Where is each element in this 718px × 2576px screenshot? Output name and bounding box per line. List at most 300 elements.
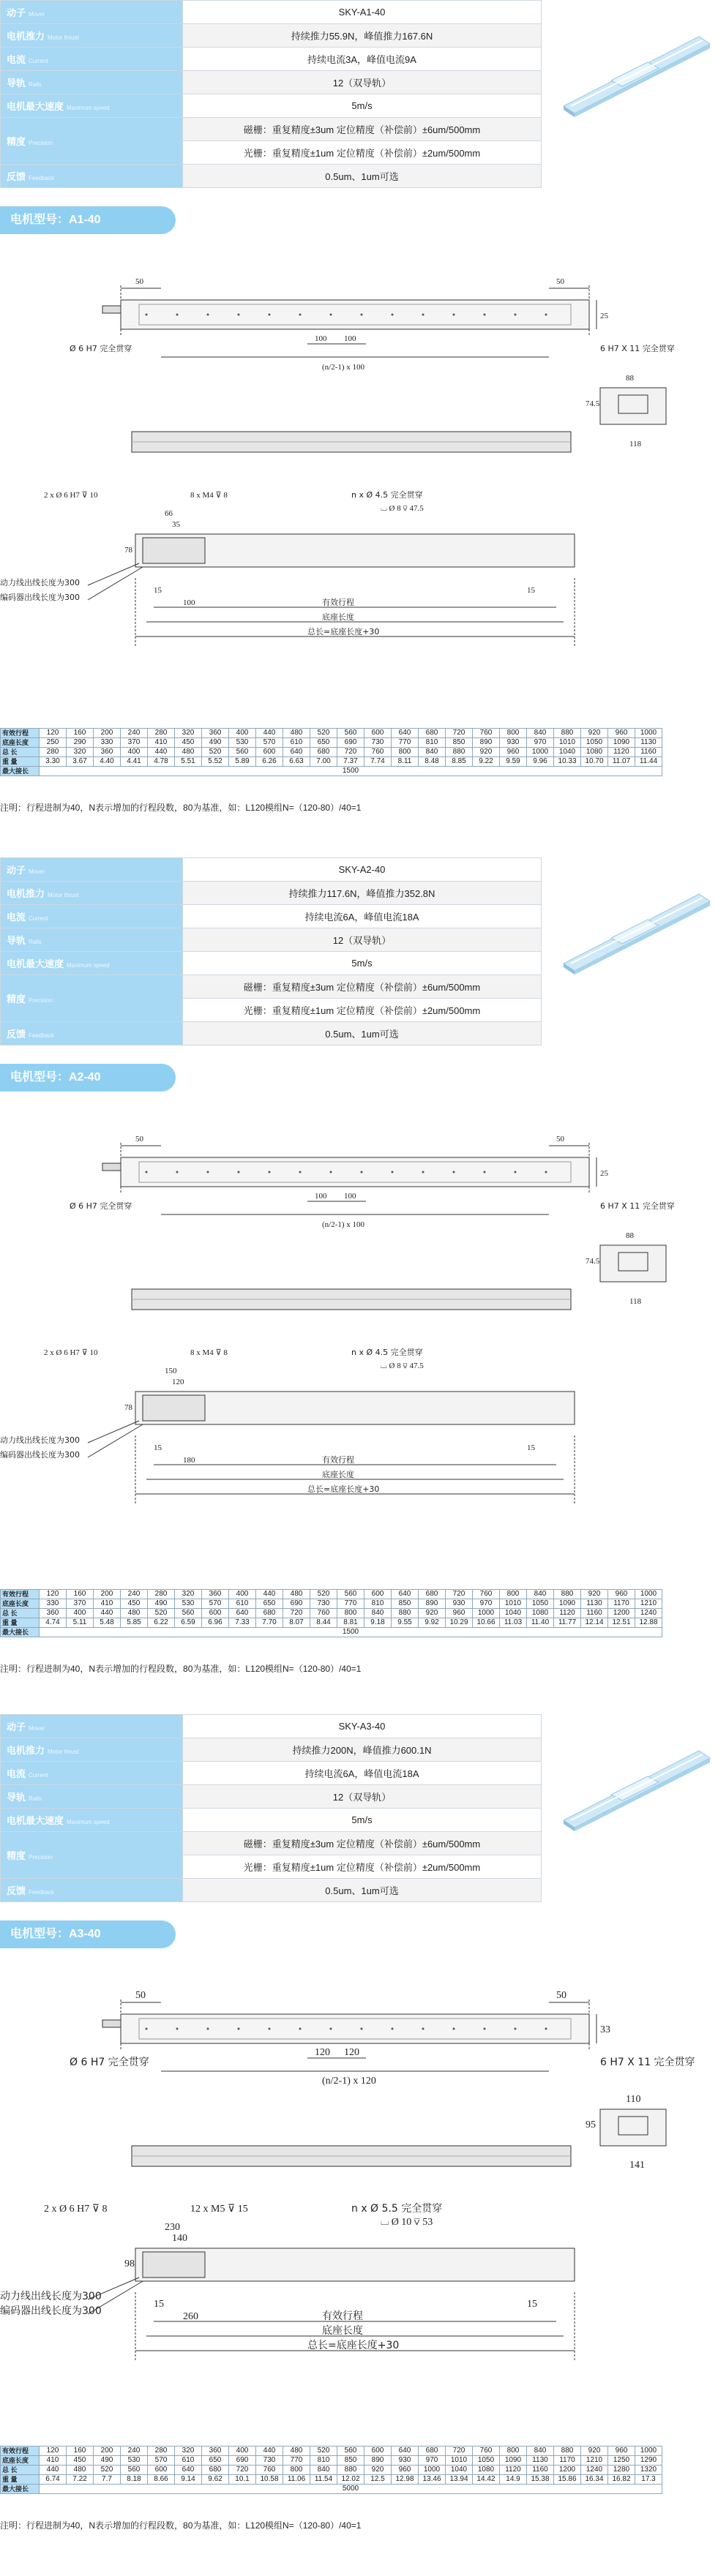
spec-label [1,118,183,165]
stroke-cell: 960 [500,748,527,757]
stroke-cell: 200 [94,729,121,738]
stroke-cell: 880 [392,1609,419,1618]
mover-block [143,2252,205,2278]
cable-connector [102,306,121,313]
dimension-drawing [0,1099,718,1523]
stroke-cell: 880 [554,729,581,738]
spec-table [0,857,542,1045]
stroke-cell: 1010 [500,1599,527,1609]
spec-label-cn: 电机推力 [7,888,45,899]
stroke-row-header: 最大接长 [1,1628,40,1637]
stroke-cell: 480 [283,729,310,738]
spec-label-cn: 反馈 [7,1029,26,1040]
stroke-cell: 330 [40,1599,67,1609]
counterbore-callout: ⌴ Ø 8 ⊽ 47.5 [381,1362,424,1370]
spec-row-precision [1,975,542,999]
stroke-cell: 1170 [608,1599,635,1609]
stroke-cell: 1290 [635,2456,662,2466]
stroke-cell: 490 [202,738,229,748]
mover-block [143,1395,205,1421]
stroke-cell: 810 [310,2456,337,2466]
stroke-cell: 440 [256,729,283,738]
spec-label [1,952,183,975]
spec-label-en: Mover [29,11,45,18]
dim-pitch-a: 120 [315,2047,330,2058]
counterbore-callout: ⌴ Ø 8 ⊽ 47.5 [381,504,424,513]
spec-label-en: Maximum speed [67,962,110,969]
model-tag: 电机型号：A3-40 [0,1920,176,1948]
stroke-row-weight [1,757,662,767]
stroke-cell: 960 [446,1609,473,1618]
stroke-cell: 450 [67,2456,94,2466]
stroke-cell: 680 [419,729,446,738]
spec-value-force: 持续推力200N，峰值推力600.1N [183,1738,542,1762]
mount-hole [146,314,148,316]
stroke-cell: 160 [67,2447,94,2456]
stroke-cell: 120 [40,2447,67,2456]
spec-row-precision [1,118,542,141]
spec-row-precision [1,1832,542,1855]
stroke-row-base [1,1599,662,1609]
stroke-cell: 320 [67,748,94,757]
hole-callout-right: 6 H7 X 11 完全贯穿 [600,1201,675,1211]
stroke-cell: 530 [229,738,256,748]
spec-label-en: Precision [29,997,53,1004]
stroke-cell: 440 [40,2466,67,2475]
mount-hole [269,2028,271,2030]
stroke-cell: 1090 [608,738,635,748]
stroke-cell: 9.59 [500,757,527,767]
hole-callout-right: 6 H7 X 11 完全贯穿 [600,344,675,353]
spec-label-cn: 电流 [7,54,26,65]
stroke-cell: 600 [148,2466,175,2475]
stroke-cell: 720 [283,1609,310,1618]
stroke-cell: 730 [310,1599,337,1609]
spec-row-speed [1,952,542,975]
stroke-row-header: 底座长度 [1,738,40,748]
stroke-cell: 840 [527,729,554,738]
stroke-cell: 8.81 [337,1618,364,1628]
spec-label-cn: 电机最大速度 [7,1815,64,1826]
spec-label [1,1762,183,1785]
mount-hole [238,314,240,316]
stroke-cell: 570 [148,2456,175,2466]
mount-hole [453,314,455,316]
stroke-cell: 360 [202,2447,229,2456]
dim-pitch-a: 100 [315,334,327,343]
stroke-cell: 1160 [581,1609,608,1618]
stroke-cell: 7.33 [229,1618,256,1628]
mount-hole [361,2028,363,2030]
stroke-cell: 800 [500,2447,527,2456]
spec-label [1,858,183,882]
stroke-cell: 840 [527,2447,554,2456]
stroke-cell: 120 [40,1590,67,1599]
spec-label [1,1879,183,1902]
spec-label-cn: 动子 [7,7,26,18]
stroke-cell: 13.94 [446,2475,473,2485]
stroke-cell: 1170 [554,2456,581,2466]
stroke-row-total [1,748,662,757]
stroke-cell: 450 [175,738,202,748]
stroke-cell: 570 [202,1599,229,1609]
dim-pitch-a: 100 [315,1192,327,1201]
spec-label-cn: 精度 [7,994,26,1005]
stroke-cell: 560 [175,1609,202,1618]
hole-callout-left: Ø 6 H7 完全贯穿 [70,1201,132,1211]
stroke-row-travel [1,2447,662,2456]
spec-row-current [1,1762,542,1785]
dim-end-overall: 118 [629,440,642,448]
stroke-cell: 520 [310,1590,337,1599]
spec-label [1,882,183,905]
stroke-cell: 4.40 [94,757,121,767]
stroke-cell: 6.26 [256,757,283,767]
spec-label-cn: 电机最大速度 [7,958,64,969]
stroke-cell: 600 [364,729,392,738]
spec-label-en: Current [29,58,48,64]
stroke-cell: 640 [283,748,310,757]
dim-base-length: 底座长度 [322,1470,354,1479]
stroke-cell: 5.51 [175,757,202,767]
encoder-cable-note: 编码器出线长度为300 [0,2305,102,2317]
stroke-cell: 920 [419,1609,446,1618]
spec-row-mover [1,1715,542,1738]
mount-hole [422,314,425,316]
mount-hole [545,1171,547,1174]
cable-connector [102,2020,121,2027]
stroke-row-header: 最大接长 [1,767,40,776]
stroke-cell: 5.52 [202,757,229,767]
stroke-cell: 720 [337,748,364,757]
stroke-row-header: 总 长 [1,1609,40,1618]
stroke-cell: 400 [121,748,148,757]
end-view [600,388,666,424]
stroke-cell-max: 1500 [40,1628,662,1637]
dimension-drawing [0,241,718,666]
stroke-row-travel [1,1590,662,1599]
mount-hole [545,2028,547,2030]
stroke-row-header: 重 量 [1,2475,40,2485]
stroke-cell: 5.11 [67,1618,94,1628]
stroke-cell: 760 [310,1609,337,1618]
stroke-cell: 760 [364,748,392,757]
dim-offset-right: 15 [527,2299,537,2310]
stroke-cell: 7.00 [310,757,337,767]
stroke-cell: 530 [121,2456,148,2466]
dim-offset-right: 15 [527,586,535,595]
dim-end-height: 95 [586,2119,596,2130]
stroke-cell: 3.30 [40,757,67,767]
spec-row-mover [1,1,542,24]
dim-pitch-b: 100 [344,334,356,343]
dim-base-length: 底座长度 [322,2325,363,2337]
stroke-cell: 480 [175,748,202,757]
spec-value-precision-2: 光栅：重复精度±1um 定位精度（补偿前）±2um/500mm [183,999,542,1022]
stroke-cell: 480 [283,2447,310,2456]
spec-row-rail [1,71,542,94]
dim-offset-right: 15 [527,1443,535,1452]
spec-label [1,1738,183,1762]
spec-label-en: Rails [29,81,42,88]
spec-label [1,48,183,71]
stroke-cell: 10.66 [473,1618,500,1628]
dim-travel: 有效行程 [322,598,354,607]
mount-hole [422,2028,425,2030]
stroke-cell: 850 [392,1599,419,1609]
spec-label [1,1715,183,1738]
stroke-row-header: 底座长度 [1,2456,40,2466]
mount-hole [515,1171,517,1174]
stroke-cell: 800 [392,748,419,757]
stroke-cell: 10.29 [446,1618,473,1628]
dim-mover-a: 66 [165,509,173,518]
stroke-cell: 16.34 [581,2475,608,2485]
stroke-cell: 7.7 [94,2475,121,2485]
spec-label-en: Maximum speed [67,105,110,111]
stroke-cell: 360 [202,729,229,738]
spec-value-rail: 12（双导轨） [183,928,542,952]
stroke-row-travel [1,729,662,738]
stroke-cell: 520 [310,729,337,738]
mount-hole [299,2028,302,2030]
stroke-cell: 360 [40,1609,67,1618]
stroke-cell: 450 [121,1599,148,1609]
cable-connector [102,1163,121,1171]
dim-front-height: 78 [124,546,132,555]
spec-label [1,975,183,1022]
dim-pitch-formula: (n/2-1) x 100 [322,1220,365,1229]
dim-end-overall: 118 [629,1297,642,1306]
encoder-cable-note: 编码器出线长度为300 [0,593,80,602]
spec-label-cn: 电机推力 [7,31,45,42]
mount-hole [330,314,332,316]
mount-hole [361,1171,363,1174]
stroke-cell: 560 [337,1590,364,1599]
stroke-cell: 9.55 [392,1618,419,1628]
stroke-cell: 1000 [419,2466,446,2475]
stroke-table [0,2446,662,2494]
stroke-cell: 770 [337,1599,364,1609]
spec-row-force [1,1738,542,1762]
stroke-cell: 770 [392,738,419,748]
stroke-cell: 8.44 [310,1618,337,1628]
stroke-cell: 6.59 [175,1618,202,1628]
stroke-cell: 1050 [581,738,608,748]
spec-value-rail: 12（双导轨） [183,71,542,94]
stroke-row-max [1,2485,662,2494]
stroke-cell: 7.37 [337,757,364,767]
stroke-cell: 520 [148,1609,175,1618]
spec-label-cn: 导轨 [7,1792,26,1803]
stroke-cell: 1000 [527,748,554,757]
stroke-cell: 1040 [500,1609,527,1618]
stroke-cell: 890 [364,2456,392,2466]
stroke-cell: 650 [310,738,337,748]
hole-callout-right: 6 H7 X 11 完全贯穿 [600,2057,695,2068]
mount-hole [392,1171,394,1174]
stroke-row-header: 底座长度 [1,1599,40,1609]
stroke-cell: 1250 [608,2456,635,2466]
dim-mover-travel-start: 100 [183,598,195,607]
mount-hole [484,314,486,316]
power-cable-note: 动力线出线长度为300 [0,1435,80,1445]
dim-top-right: 50 [556,1990,566,2001]
stroke-cell: 960 [608,1590,635,1599]
stroke-cell: 880 [446,748,473,757]
spec-label [1,24,183,48]
stroke-cell: 520 [202,748,229,757]
stroke-row-header: 总 长 [1,748,40,757]
stroke-cell: 800 [500,729,527,738]
spec-label [1,1,183,24]
stroke-cell: 11.06 [283,2475,310,2485]
spec-label-cn: 动子 [7,865,26,876]
stroke-cell: 760 [473,2447,500,2456]
stroke-row-header: 有效行程 [1,2447,40,2456]
stroke-cell: 1120 [554,1609,581,1618]
dim-top-left: 50 [135,1990,146,2001]
stroke-cell: 400 [67,1609,94,1618]
stroke-cell: 1160 [527,2466,554,2475]
dim-pitch-b: 120 [344,2047,359,2058]
stroke-cell: 11.54 [310,2475,337,2485]
spec-value-speed: 5m/s [183,94,542,118]
mover-block [143,538,205,563]
spec-label-cn: 反馈 [7,171,26,182]
stroke-cell: 320 [175,2447,202,2456]
stroke-cell: 11.07 [608,757,635,767]
stroke-cell: 5.48 [94,1618,121,1628]
spec-table [0,1714,542,1902]
mount-hole [146,1171,148,1174]
stroke-cell: 850 [446,738,473,748]
stroke-cell: 200 [94,2447,121,2456]
spec-row-feedback [1,165,542,188]
thread-callout: 8 x M4 ⊽ 8 [190,1348,228,1357]
mount-hole [515,314,517,316]
stroke-cell: 8.48 [419,757,446,767]
stroke-cell: 530 [175,1599,202,1609]
stroke-cell: 400 [229,1590,256,1599]
dim-mover-travel-start: 260 [183,2311,198,2322]
mount-hole [484,1171,486,1174]
stroke-cell: 10.70 [581,757,608,767]
dim-total-length: 总长=底座长度+30 [307,627,380,637]
stroke-cell: 1000 [635,1590,662,1599]
stroke-cell: 680 [310,748,337,757]
spec-value-current: 持续电流6A，峰值电流18A [183,905,542,928]
stroke-cell: 1050 [527,1599,554,1609]
counterbore-callout: ⌴ Ø 10 ⊽ 53 [381,2217,433,2228]
stroke-cell: 970 [527,738,554,748]
stroke-cell: 960 [392,2466,419,2475]
stroke-cell: 720 [446,1590,473,1599]
stroke-cell: 14.42 [473,2475,500,2485]
stroke-cell: 760 [473,729,500,738]
mount-hole [238,2028,240,2030]
model-section [0,1714,718,2563]
stroke-cell: 720 [229,2466,256,2475]
stroke-cell: 290 [67,738,94,748]
stroke-table [0,1589,662,1637]
dim-mover-a: 150 [165,1367,177,1375]
stroke-cell: 11.77 [554,1618,581,1628]
hole-callout-left: Ø 6 H7 完全贯穿 [70,2057,149,2068]
stroke-cell: 200 [94,1590,121,1599]
stroke-cell: 890 [419,1599,446,1609]
stroke-note: 注明：行程进制为40，N表示增加的行程段数，80为基准，如：L120模组N=（120-80）/40=1 [0,2520,362,2531]
spec-label-en: Current [29,1772,48,1779]
stroke-cell: 970 [419,2456,446,2466]
end-view [600,1245,666,1282]
dim-offset-left: 15 [154,586,162,595]
through-hole-callout: n x Ø 4.5 完全贯穿 [351,490,423,500]
spec-label-cn: 精度 [7,1850,26,1861]
dim-mover-b: 120 [172,1378,184,1386]
dim-front-height: 78 [124,1403,132,1412]
mount-hole [422,1171,425,1174]
dim-travel: 有效行程 [322,2310,363,2322]
stroke-cell: 560 [337,729,364,738]
stroke-cell: 680 [419,2447,446,2456]
mount-hole [392,2028,394,2030]
stroke-cell-max: 1500 [40,767,662,776]
stroke-cell: 120 [40,729,67,738]
spec-value-mover: SKY-A2-40 [183,858,542,882]
stroke-cell: 9.18 [364,1618,392,1628]
stroke-cell: 810 [419,738,446,748]
stroke-cell: 240 [121,1590,148,1599]
spec-value-mover: SKY-A1-40 [183,1,542,24]
stroke-cell: 7.74 [364,757,392,767]
stroke-cell: 730 [364,738,392,748]
stroke-cell: 280 [148,2447,175,2456]
spec-label-en: Motor thrust [48,34,79,41]
stroke-cell: 640 [392,2447,419,2456]
stroke-cell: 1010 [446,2456,473,2466]
stroke-cell: 1160 [635,748,662,757]
spec-value-precision-1: 磁栅：重复精度±3um 定位精度（补偿前）±6um/500mm [183,1832,542,1855]
spec-row-force [1,882,542,905]
end-view [600,2109,666,2146]
stroke-cell: 1240 [581,2466,608,2475]
stroke-row-header: 重 量 [1,757,40,767]
stroke-cell: 11.44 [635,757,662,767]
spec-label-cn: 电流 [7,1768,26,1779]
stroke-cell: 280 [148,729,175,738]
spec-label-en: Motor thrust [48,892,79,898]
stroke-cell: 1120 [500,2466,527,2475]
spec-label-en: Motor thrust [48,1749,79,1755]
stroke-cell: 410 [94,1599,121,1609]
spec-label-en: Mover [29,868,45,875]
stroke-row-header: 有效行程 [1,729,40,738]
spec-label [1,1022,183,1045]
stroke-cell: 440 [94,1609,121,1618]
stroke-cell: 490 [148,1599,175,1609]
stroke-cell: 360 [202,1590,229,1599]
stroke-cell: 960 [608,2447,635,2456]
stroke-cell: 920 [473,748,500,757]
dim-end-width: 88 [626,374,634,383]
stroke-cell: 370 [67,1599,94,1609]
stroke-cell: 10.1 [229,2475,256,2485]
spec-row-rail [1,1785,542,1809]
spec-value-feedback: 0.5um、1um可选 [183,1879,542,1902]
mount-hole [484,2028,486,2030]
stroke-cell: 6.74 [40,2475,67,2485]
